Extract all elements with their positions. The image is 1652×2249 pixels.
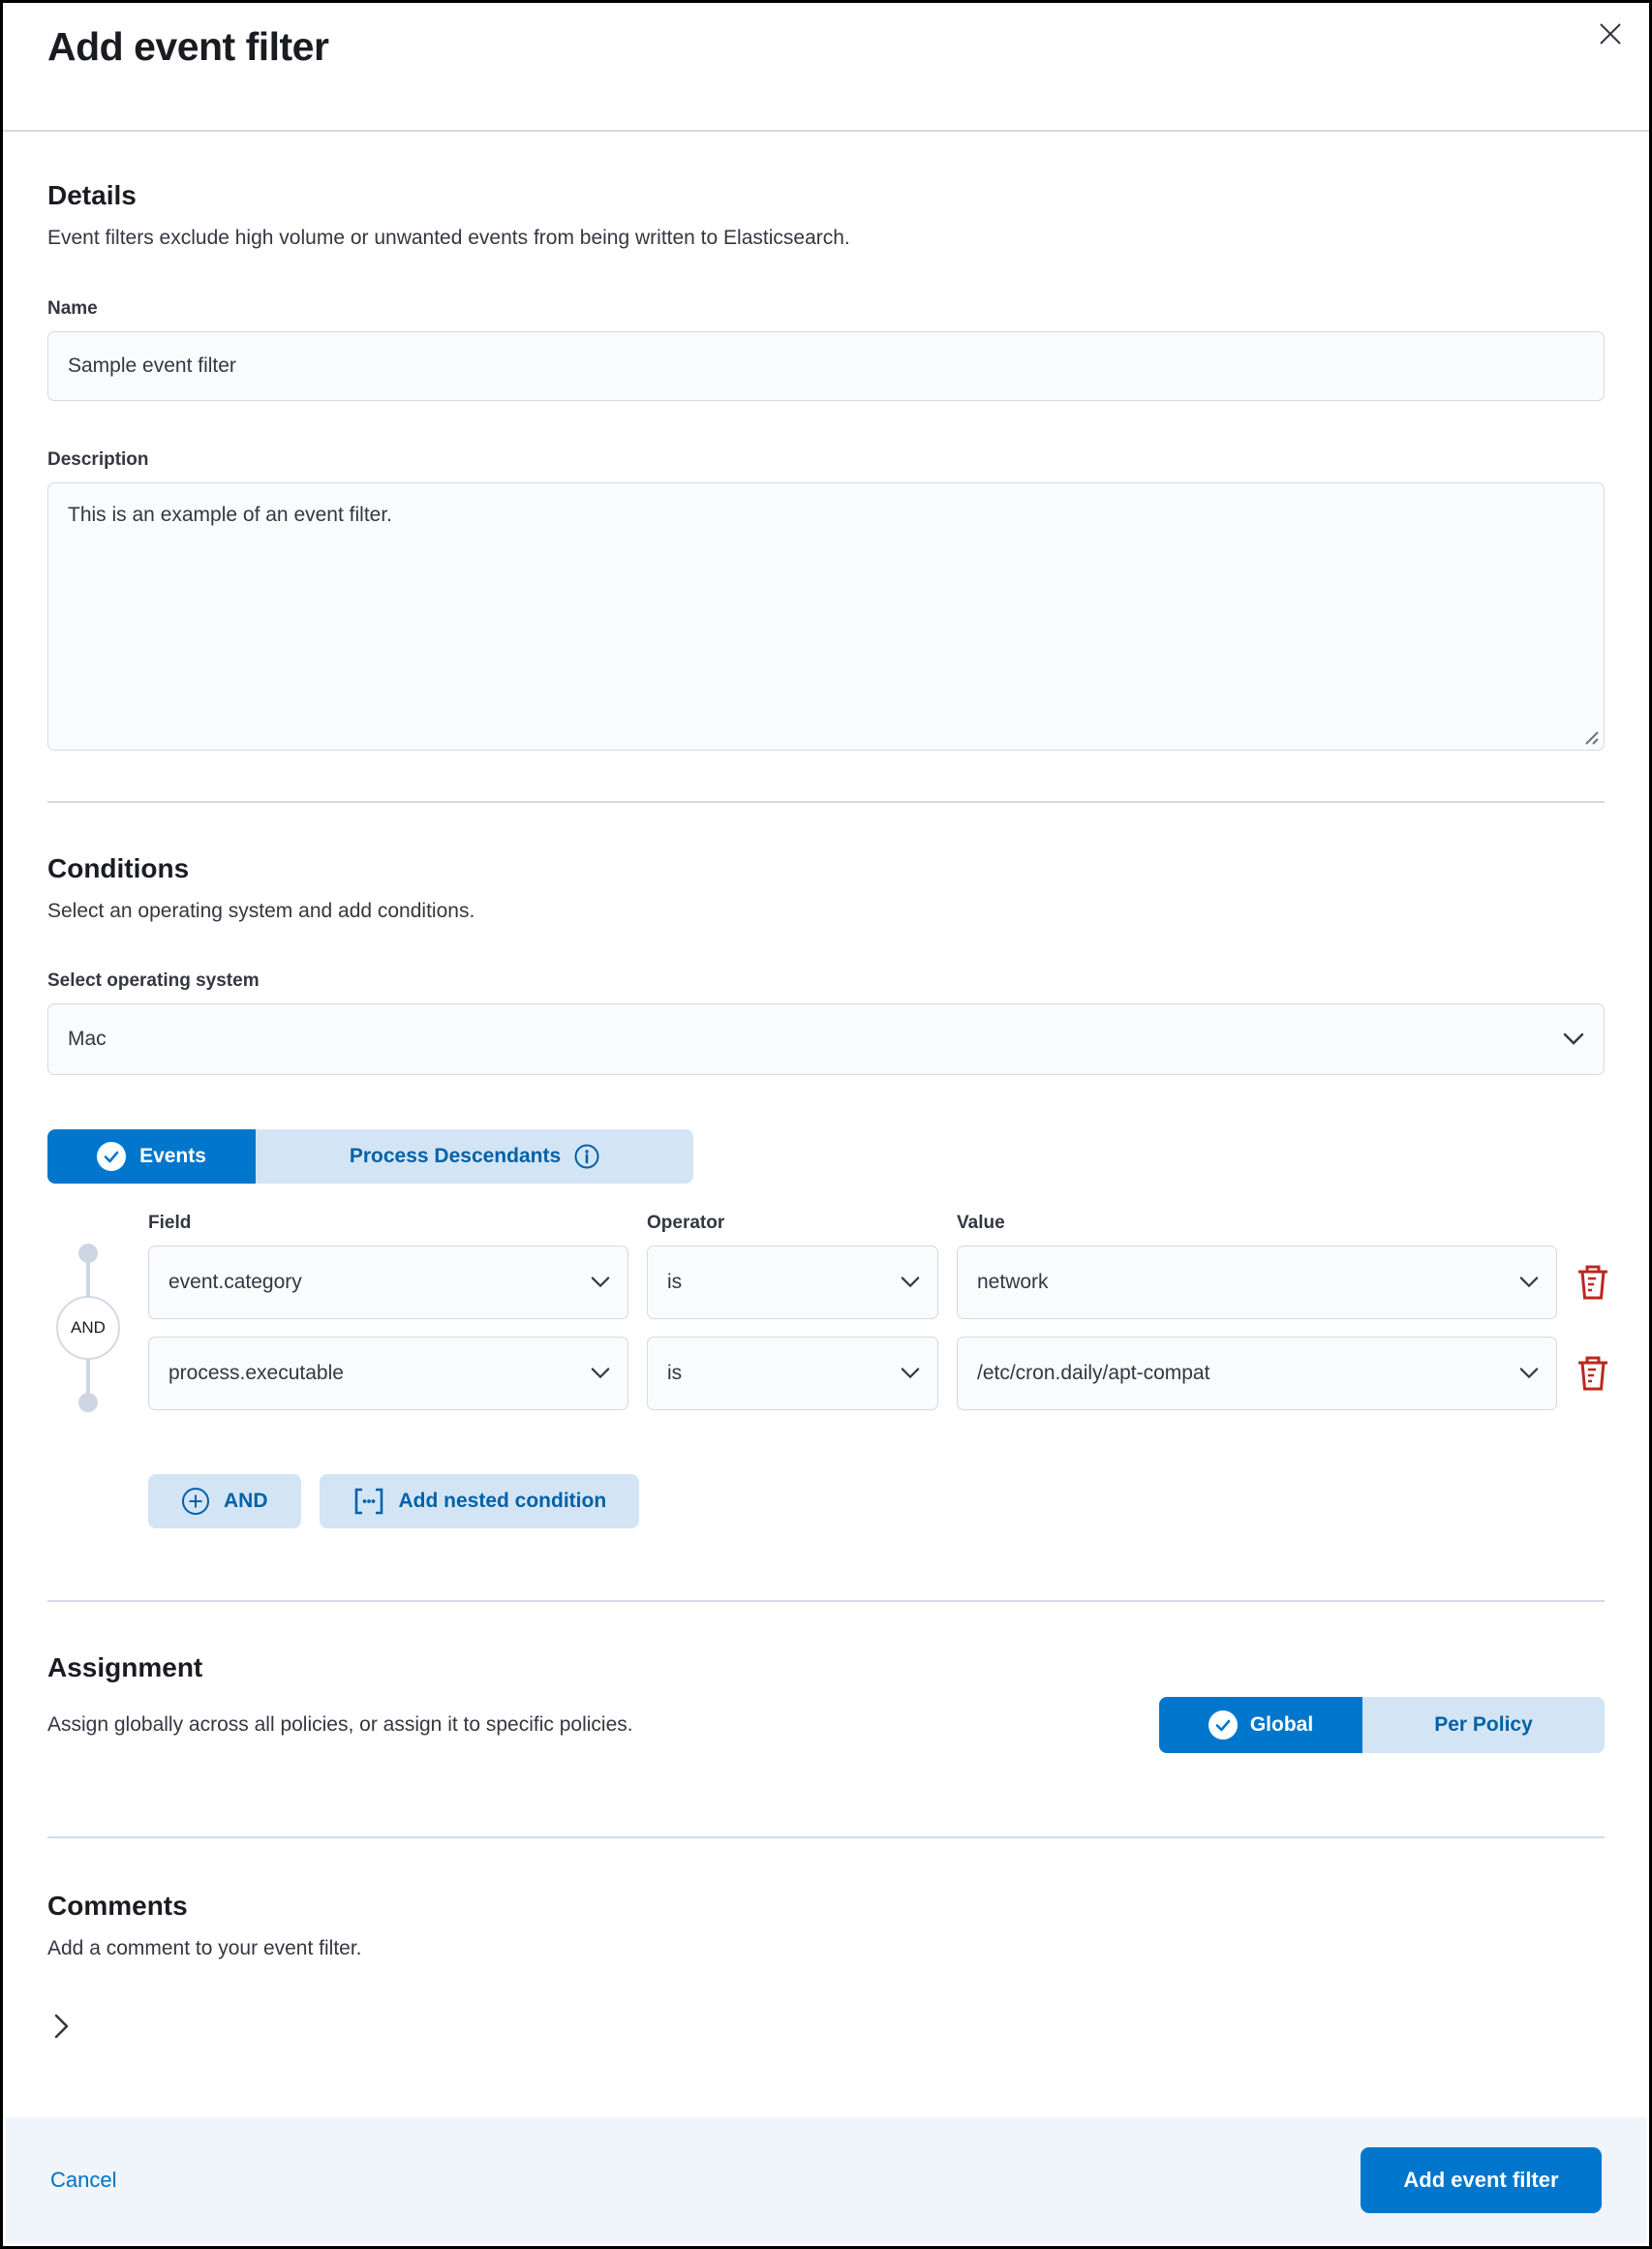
value-column-label: Value — [957, 1213, 1005, 1233]
modal-footer — [6, 2117, 1646, 2243]
value-select-row2[interactable] — [957, 1337, 1557, 1410]
comments-expand-button[interactable] — [47, 2007, 76, 2046]
details-heading: Details — [47, 180, 137, 210]
info-icon — [574, 1144, 599, 1169]
close-icon — [1598, 21, 1623, 46]
trash-icon — [1576, 1355, 1609, 1392]
name-label: Name — [47, 297, 98, 319]
condition-column-labels — [148, 1213, 1605, 1234]
field-select-row2[interactable] — [148, 1337, 628, 1410]
plus-circle-icon — [181, 1487, 210, 1516]
comments-description: Add a comment to your event filter. — [47, 1937, 362, 1959]
description-label: Description — [47, 448, 149, 470]
checkmark-icon — [1208, 1710, 1238, 1740]
and-connector — [47, 1246, 148, 1410]
nested-condition-icon — [352, 1487, 385, 1516]
field-select-row1[interactable] — [148, 1246, 628, 1319]
close-button[interactable] — [1589, 13, 1632, 55]
value-select-row1[interactable] — [957, 1246, 1557, 1319]
chevron-down-icon — [1519, 1368, 1539, 1380]
and-button-label: AND — [224, 1490, 268, 1512]
tab-process-descendants[interactable] — [256, 1129, 693, 1184]
condition-builder — [47, 1213, 1605, 1528]
os-select-value: Mac — [68, 1028, 107, 1050]
field-select-row2-value: process.executable — [168, 1362, 344, 1384]
connector-dot-bottom — [78, 1393, 98, 1412]
delete-condition-row2-button[interactable] — [1576, 1337, 1610, 1410]
connector-dot-top — [78, 1244, 98, 1263]
chevron-down-icon — [1519, 1277, 1539, 1289]
field-column-label: Field — [148, 1213, 192, 1233]
condition-type-tabs — [47, 1129, 693, 1184]
and-button[interactable] — [148, 1474, 301, 1528]
chevron-down-icon — [1563, 1032, 1584, 1046]
conditions-heading: Conditions — [47, 852, 190, 883]
details-description: Event filters exclude high volume or unwanted events from being written to Elasticsearch. — [47, 227, 850, 249]
operator-select-row1-value: is — [667, 1271, 683, 1293]
add-event-filter-button[interactable]: Add event filter — [1361, 2147, 1602, 2213]
tab-events[interactable] — [47, 1129, 256, 1184]
resize-handle[interactable] — [1584, 730, 1600, 746]
os-select[interactable] — [47, 1003, 1605, 1075]
tab-events-label: Events — [139, 1145, 206, 1167]
value-select-row2-value: /etc/cron.daily/apt-compat — [977, 1362, 1210, 1384]
cancel-button[interactable]: Cancel — [50, 2168, 117, 2192]
operator-select-row1[interactable] — [647, 1246, 938, 1319]
operator-column-label: Operator — [647, 1213, 725, 1233]
operator-select-row2-value: is — [667, 1362, 683, 1384]
assignment-description: Assign globally across all policies, or assign it to specific policies. — [47, 1713, 633, 1737]
trash-icon — [1576, 1264, 1609, 1301]
toggle-per-policy[interactable] — [1362, 1697, 1605, 1753]
toggle-per-policy-label: Per Policy — [1434, 1713, 1533, 1736]
toggle-global-label: Global — [1249, 1713, 1314, 1736]
modal-body — [3, 132, 1649, 2046]
conditions-description: Select an operating system and add conditions. — [47, 899, 475, 922]
chevron-down-icon — [901, 1277, 920, 1289]
tab-process-descendants-label: Process Descendants — [349, 1145, 562, 1167]
and-connector-badge: AND — [56, 1296, 120, 1360]
name-input[interactable] — [47, 331, 1605, 401]
value-select-row1-value: network — [977, 1271, 1049, 1293]
chevron-right-icon — [53, 2013, 71, 2040]
operator-select-row2[interactable] — [647, 1337, 938, 1410]
delete-condition-row1-button[interactable] — [1576, 1246, 1610, 1319]
comments-heading: Comments — [47, 1891, 188, 1921]
page-title: Add event filter — [47, 24, 329, 69]
assignment-toggle — [1159, 1697, 1605, 1753]
modal-header — [3, 3, 1649, 132]
checkmark-icon — [97, 1142, 126, 1171]
condition-rows — [148, 1246, 1610, 1410]
chevron-down-icon — [901, 1368, 920, 1380]
toggle-global[interactable] — [1159, 1697, 1362, 1753]
add-nested-condition-button[interactable] — [320, 1474, 640, 1528]
description-field-wrap — [47, 482, 1605, 751]
description-textarea[interactable] — [47, 482, 1605, 751]
add-nested-condition-label: Add nested condition — [398, 1490, 607, 1512]
field-select-row1-value: event.category — [168, 1271, 302, 1293]
os-select-label: Select operating system — [47, 970, 260, 991]
assignment-heading: Assignment — [47, 1652, 203, 1682]
chevron-down-icon — [591, 1368, 610, 1380]
chevron-down-icon — [591, 1277, 610, 1289]
